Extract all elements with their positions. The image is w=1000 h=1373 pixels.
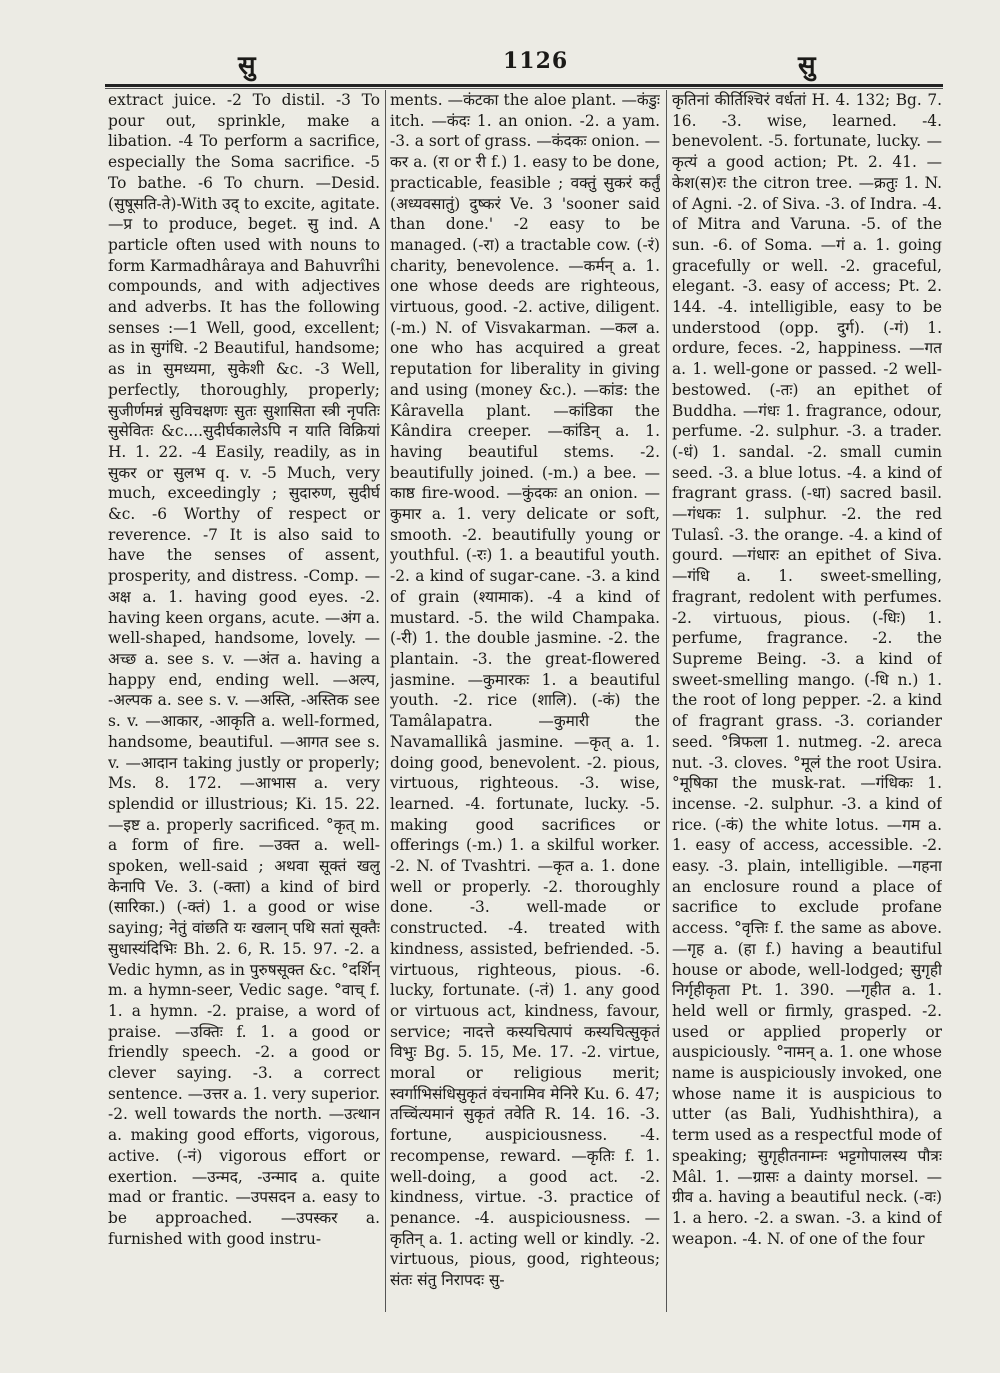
column-1-text: extract juice. -2 To distil. -3 To pour out, sprinkle, make a libation. -4 To perform a sacrifice, especially the Soma sacrifice. -5 To bathe. -6 To churn. —Desid. (सुषूसति-ते)-With उद् to excite, agitate. —प्र to produce, beget. सु ind. A particle often used with nouns to form Karmadhâraya and Bahuvrîhi compounds, and with adjectives and adverbs. It has the following senses :—1 Well, good, excellent; as in सुगंधि. -2 Beautiful, handsome; as in सुमध्यमा, सुकेशी &c. -3 Well, perfectly, thoroughly, properly; सुजीर्णमन्नं सुविचक्षणः सुतः सुशासिता स्त्री नृपतिः सुसेवितः &c....सुदीर्घकालेऽपि न याति विक्रियां H. 1. 22. -4 Easily, readily, as in सुकर or सुलभ q. v. -5 Much, very much, exceedingly ; सुदारुण, सुदीर्घ &c. -6 Worthy of respect or reverence. -7 It is also said to have the senses of assent, prosperity, and distress. -Comp. —अक्ष a. 1. having good eyes. -2. having keen organs, acute. —अंग a. well-shaped, handsome, lovely. —अच्छ a. see s. v. —अंत a. having a happy end, ending well. —अल्प, -अल्पक a. see s. v. —अस्ति, -अस्तिक see s. v. —आकार, -आकृति a. well-formed, handsome, beautiful. —आगत see s. v. —आदान taking justly or properly; Ms. 8. 172. —आभास a. very splendid or illustrious; Ki. 15. 22. —इष्ट a. properly sacrificed. °कृत् m. a form of fire. —उक्त a. well-spoken, well-said ; अथवा सूक्तं खलु केनापि Ve. 3. (-क्ता) a kind of bird (सारिका.) (-क्तं) 1. a good or wise saying; नेतुं वांछति यः खलान् पथि सतां सूक्तैः सुधास्यंदिभिः Bh. 2. 6, R. 15. 97. -2. a Vedic hymn, as in पुरुषसूक्त &c. °दर्शिन् m. a hymn-seer, Vedic sage. °वाच् f. 1. a hymn. -2. praise, a word of praise. —उक्तिः f. 1. a good or friendly speech. -2. a good or clever saying. -3. a correct sentence. —उत्तर a. 1. very superior. -2. well towards the north. —उत्थान a. making good efforts, vigorous, active. (-नं) vigorous effort or exertion. —उन्मद, -उन्माद a. quite mad or frantic. —उपसदन a. easy to be approached. —उपस्कर a. furnished with good instru- xyxy=(108,91,380,1248)
column-divider-2 xyxy=(666,90,667,1312)
column-3-text: कृतिनां कीर्तिश्चिरं वर्धतां H. 4. 132; Bg. 7. 16. -3. wise, learned. -4. benevolent. -5. fortunate, lucky. —कृत्यं a good action; Pt. 2. 41. —केश(स)रः the citron tree. —क्रतुः 1. N. of Agni. -2. of Siva. -3. of Indra. -4. of Mitra and Varuna. -5. of the sun. -6. of Soma. —गं a. 1. going gracefully or well. -2. graceful, elegant. -3. easy of access; Pt. 2. 144. -4. intelligible, easy to be understood (opp. दुर्ग). (-गं) 1. ordure, feces. -2, happiness. —गत a. 1. well-gone or passed. -2 well-bestowed. (-तः) an epithet of Buddha. —गंधः 1. fragrance, odour, perfume. -2. sulphur. -3. a trader. (-धं) 1. sandal. -2. small cumin seed. -3. a blue lotus. -4. a kind of fragrant grass. (-धा) sacred basil. —गंधकः 1. sulphur. -2. the red Tulasî. -3. the orange. -4. a kind of gourd. —गंधारः an epithet of Siva. —गंधि a. 1. sweet-smelling, fragrant, redolent with perfumes. -2. virtuous, pious. (-धिः) 1. perfume, fragrance. -2. the Supreme Being. -3. a kind of sweet-smelling mango. (-धि n.) 1. the root of long pepper. -2. a kind of fragrant grass. -3. coriander seed. °त्रिफला 1. nutmeg. -2. areca nut. -3. cloves. °मूलं the root Usira. °मूषिका the musk-rat. —गंधिकः 1. incense. -2. sulphur. -3. a kind of rice. (-कं) the white lotus. —गम a. 1. easy of access, accessible. -2. easy. -3. plain, intelligible. —गहना an enclosure round a place of sacrifice to exclude profane access. °वृत्तिः f. the same as above. —गृह a. (हा f.) having a beautiful house or abode, well-lodged; सुगृही निर्गृहीकृता Pt. 1. 390. —गृहीत a. 1. held well or firmly, grasped. -2. used or applied properly or auspiciously. °नामन् a. 1. one whose name is auspiciously invoked, one whose name it is auspicious to utter (as Bali, Yudhishthira), a term used as a respectful mode of speaking; सुगृहीतनाम्नः भट्टगोपालस्य पौत्रः Mâl. 1. —ग्रासः a dainty morsel. —ग्रीव a. having a beautiful neck. (-वः) 1. a hero. -2. a swan. -3. a kind of weapon. -4. N. of one of the four xyxy=(672,91,942,1248)
header-left-word: सु xyxy=(238,51,256,81)
text-column-1 xyxy=(108,90,380,1312)
page-number: 1126 xyxy=(503,48,569,74)
header-rule-thin xyxy=(105,88,943,89)
text-column-3 xyxy=(672,90,942,1312)
header-right-word: सु xyxy=(798,51,816,81)
column-divider-1 xyxy=(385,90,386,1312)
header-rule xyxy=(105,84,943,87)
column-2-text: ments. —कंटका the aloe plant. —कंडुः itch. —कंदः 1. an onion. -2. a yam. -3. a sort of grass. —कंदकः onion. —कर a. (रा or री f.) 1. easy to be done, practicable, feasible ; वक्तुं सुकरं कर्तुं (अध्यवसातुं) दुष्करं Ve. 3 'sooner said than done.' -2 easy to be managed. (-रा) a tractable cow. (-रं) charity, benevolence. —कर्मन् a. 1. one whose deeds are righteous, virtuous, good. -2. active, diligent. (-m.) N. of Visvakarman. —कल a. one who has acquired a great reputation for liberality in giving and using (money &c.). —कांड: the Kâravella plant. —कांडिका the Kândira creeper. —कांडिन् a. 1. having beautiful stems. -2. beautifully joined. (-m.) a bee. —काष्ठ fire-wood. —कुंदकः an onion. —कुमार a. 1. very delicate or soft, smooth. -2. beautifully young or youthful. (-रः) 1. a beautiful youth. -2. a kind of sugar-cane. -3. a kind of grain (श्यामाक). -4 a kind of mustard. -5. the wild Champaka. (-री) 1. the double jasmine. -2. the plantain. -3. the great-flowered jasmine. —कुमारकः 1. a beautiful youth. -2. rice (शालि). (-कं) the Tamâlapatra. —कुमारी the Navamallikâ jasmine. —कृत् a. 1. doing good, benevolent. -2. pious, virtuous, righteous. -3. wise, learned. -4. fortunate, lucky. -5. making good sacrifices or offerings (-m.) 1. a skilful worker. -2. N. of Tvashtri. —कृत a. 1. done well or properly. -2. thoroughly done. -3. well-made or constructed. -4. treated with kindness, assisted, befriended. -5. virtuous, righteous, pious. -6. lucky, fortunate. (-तं) 1. any good or virtuous act, kindness, favour, service; नादत्ते कस्यचित्पापं कस्यचित्सुकृतं विभुः Bg. 5. 15, Me. 17. -2. virtue, moral or religious merit; स्वर्गाभिसंधिसुकृतं वंचनामिव मेनिरे Ku. 6. 47; तच्चिंत्यमानं सुकृतं तवेति R. 14. 16. -3. fortune, auspiciousness. -4. recompense, reward. —कृतिः f. 1. well-doing, a good act. -2. kindness, virtue. -3. practice of penance. -4. auspiciousness. —कृतिन् a. 1. acting well or kindly. -2. virtuous, pious, good, righteous; संतः संतु निरापदः सु- xyxy=(390,91,660,1290)
text-column-2 xyxy=(390,90,660,1312)
running-header xyxy=(108,44,940,81)
